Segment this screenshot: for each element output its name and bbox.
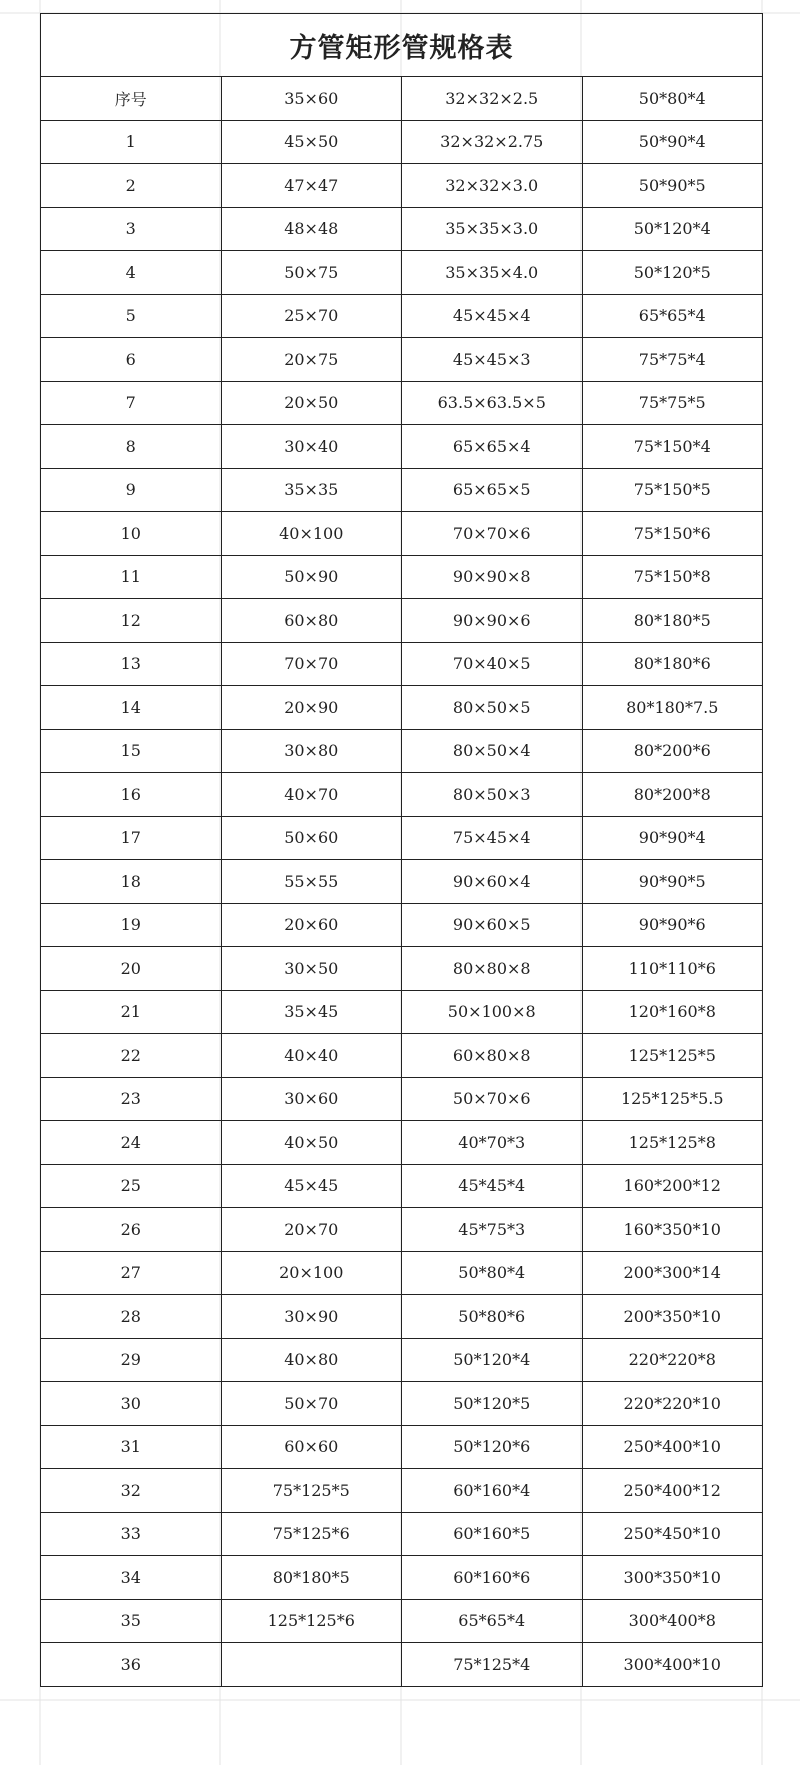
header-cell: 32×32×2.5 — [402, 77, 583, 121]
row-number-cell: 11 — [41, 555, 222, 599]
spec-cell: 30×80 — [221, 729, 402, 773]
row-number-cell: 30 — [41, 1382, 222, 1426]
table-row — [41, 1556, 763, 1600]
spec-cell: 50×90 — [221, 555, 402, 599]
row-number-cell: 15 — [41, 729, 222, 773]
spec-cell: 300*350*10 — [582, 1556, 763, 1600]
row-number-cell: 33 — [41, 1512, 222, 1556]
table-row — [41, 1512, 763, 1556]
row-number-cell: 9 — [41, 468, 222, 512]
row-number-cell: 5 — [41, 294, 222, 338]
row-number-cell: 36 — [41, 1643, 222, 1687]
table-row — [41, 1208, 763, 1252]
table-row — [41, 164, 763, 208]
row-number-cell: 20 — [41, 947, 222, 991]
table-row — [41, 207, 763, 251]
spec-cell: 40×80 — [221, 1338, 402, 1382]
row-number-cell: 1 — [41, 120, 222, 164]
spec-cell: 30×90 — [221, 1295, 402, 1339]
spec-cell: 30×50 — [221, 947, 402, 991]
table-row — [41, 468, 763, 512]
spec-cell: 30×40 — [221, 425, 402, 469]
spec-cell: 50*80*4 — [402, 1251, 583, 1295]
title-row — [41, 14, 763, 77]
spec-cell: 60×80 — [221, 599, 402, 643]
spec-cell: 125*125*6 — [221, 1599, 402, 1643]
row-number-cell: 13 — [41, 642, 222, 686]
spec-cell: 45×45 — [221, 1164, 402, 1208]
spec-cell: 60×80×8 — [402, 1034, 583, 1078]
table-row — [41, 1599, 763, 1643]
table-row — [41, 120, 763, 164]
row-number-cell: 17 — [41, 816, 222, 860]
spec-cell: 65*65*4 — [402, 1599, 583, 1643]
spec-cell: 220*220*10 — [582, 1382, 763, 1426]
table-row — [41, 1164, 763, 1208]
spec-cell: 45×45×3 — [402, 338, 583, 382]
row-number-cell: 3 — [41, 207, 222, 251]
spec-cell: 60*160*6 — [402, 1556, 583, 1600]
table-row — [41, 860, 763, 904]
table-row — [41, 1643, 763, 1687]
table-body — [41, 77, 763, 1687]
row-number-cell: 27 — [41, 1251, 222, 1295]
spec-cell: 50*80*6 — [402, 1295, 583, 1339]
spec-cell: 50*90*5 — [582, 164, 763, 208]
spec-cell: 75*150*5 — [582, 468, 763, 512]
spec-table — [40, 13, 763, 1687]
spec-cell: 50*120*5 — [582, 251, 763, 295]
spec-cell: 47×47 — [221, 164, 402, 208]
row-number-cell: 2 — [41, 164, 222, 208]
spec-cell: 80×80×8 — [402, 947, 583, 991]
spec-cell: 125*125*5.5 — [582, 1077, 763, 1121]
spec-cell: 35×35×4.0 — [402, 251, 583, 295]
row-number-cell: 31 — [41, 1425, 222, 1469]
table-title: 方管矩形管规格表 — [41, 14, 763, 77]
spec-cell: 80×50×3 — [402, 773, 583, 817]
spec-cell: 80×50×4 — [402, 729, 583, 773]
spec-cell: 70×70 — [221, 642, 402, 686]
spec-cell: 250*450*10 — [582, 1512, 763, 1556]
table-row — [41, 1469, 763, 1513]
table-row — [41, 773, 763, 817]
spec-cell: 35×35 — [221, 468, 402, 512]
spec-cell: 25×70 — [221, 294, 402, 338]
row-number-cell: 16 — [41, 773, 222, 817]
spec-cell: 40×70 — [221, 773, 402, 817]
header-cell: 50*80*4 — [582, 77, 763, 121]
row-number-cell: 7 — [41, 381, 222, 425]
spec-cell: 40*70*3 — [402, 1121, 583, 1165]
row-number-cell: 21 — [41, 990, 222, 1034]
spec-cell — [221, 1643, 402, 1687]
spec-cell: 45×45×4 — [402, 294, 583, 338]
spec-cell: 200*300*14 — [582, 1251, 763, 1295]
spec-cell: 45*75*3 — [402, 1208, 583, 1252]
table-row — [41, 686, 763, 730]
spec-cell: 75*150*4 — [582, 425, 763, 469]
spec-cell: 80*180*6 — [582, 642, 763, 686]
spec-cell: 75*75*4 — [582, 338, 763, 382]
spec-cell: 75×45×4 — [402, 816, 583, 860]
spec-cell: 40×100 — [221, 512, 402, 556]
spec-cell: 35×35×3.0 — [402, 207, 583, 251]
spec-cell: 75*125*6 — [221, 1512, 402, 1556]
spec-cell: 90*90*6 — [582, 903, 763, 947]
spec-cell: 90*90*4 — [582, 816, 763, 860]
spec-cell: 75*125*4 — [402, 1643, 583, 1687]
spec-cell: 70×70×6 — [402, 512, 583, 556]
table-row — [41, 512, 763, 556]
spec-cell: 60*160*5 — [402, 1512, 583, 1556]
spec-cell: 20×60 — [221, 903, 402, 947]
spec-cell: 35×45 — [221, 990, 402, 1034]
row-number-cell: 6 — [41, 338, 222, 382]
spec-cell: 50*120*6 — [402, 1425, 583, 1469]
spec-cell: 50*120*5 — [402, 1382, 583, 1426]
table-row — [41, 1251, 763, 1295]
spec-cell: 90×60×5 — [402, 903, 583, 947]
spec-cell: 160*200*12 — [582, 1164, 763, 1208]
table-row — [41, 1382, 763, 1426]
row-number-cell: 4 — [41, 251, 222, 295]
row-number-cell: 22 — [41, 1034, 222, 1078]
spec-cell: 48×48 — [221, 207, 402, 251]
spec-cell: 40×50 — [221, 1121, 402, 1165]
spec-cell: 50×75 — [221, 251, 402, 295]
spec-cell: 65*65*4 — [582, 294, 763, 338]
table-row — [41, 599, 763, 643]
spec-cell: 20×90 — [221, 686, 402, 730]
spec-cell: 75*150*6 — [582, 512, 763, 556]
spec-cell: 90×60×4 — [402, 860, 583, 904]
spec-cell: 50×100×8 — [402, 990, 583, 1034]
spec-cell: 50×60 — [221, 816, 402, 860]
row-number-cell: 14 — [41, 686, 222, 730]
spec-cell: 200*350*10 — [582, 1295, 763, 1339]
table-row — [41, 816, 763, 860]
row-number-cell: 28 — [41, 1295, 222, 1339]
spec-cell: 20×70 — [221, 1208, 402, 1252]
row-number-cell: 32 — [41, 1469, 222, 1513]
header-cell: 序号 — [41, 77, 222, 121]
table-row — [41, 947, 763, 991]
spec-cell: 75*75*5 — [582, 381, 763, 425]
table-row — [41, 729, 763, 773]
spec-cell: 50×70 — [221, 1382, 402, 1426]
spec-cell: 60*160*4 — [402, 1469, 583, 1513]
row-number-cell: 35 — [41, 1599, 222, 1643]
spec-cell: 110*110*6 — [582, 947, 763, 991]
spec-cell: 80×50×5 — [402, 686, 583, 730]
spec-cell: 70×40×5 — [402, 642, 583, 686]
spec-cell: 80*180*5 — [582, 599, 763, 643]
spec-cell: 32×32×2.75 — [402, 120, 583, 164]
spec-cell: 80*180*5 — [221, 1556, 402, 1600]
table-row — [41, 338, 763, 382]
table-row — [41, 251, 763, 295]
row-number-cell: 26 — [41, 1208, 222, 1252]
spec-cell: 80*200*8 — [582, 773, 763, 817]
spec-cell: 80*180*7.5 — [582, 686, 763, 730]
table-row — [41, 294, 763, 338]
spec-cell: 30×60 — [221, 1077, 402, 1121]
spec-cell: 65×65×5 — [402, 468, 583, 512]
table-row — [41, 1121, 763, 1165]
row-number-cell: 8 — [41, 425, 222, 469]
table-row — [41, 903, 763, 947]
table-row — [41, 1034, 763, 1078]
table-row — [41, 642, 763, 686]
header-cell: 35×60 — [221, 77, 402, 121]
spec-cell: 90*90*5 — [582, 860, 763, 904]
spec-cell: 120*160*8 — [582, 990, 763, 1034]
spec-cell: 50×70×6 — [402, 1077, 583, 1121]
row-number-cell: 18 — [41, 860, 222, 904]
spec-cell: 250*400*12 — [582, 1469, 763, 1513]
spec-cell: 250*400*10 — [582, 1425, 763, 1469]
spec-cell: 50*90*4 — [582, 120, 763, 164]
spec-cell: 65×65×4 — [402, 425, 583, 469]
spec-cell: 75*150*8 — [582, 555, 763, 599]
row-number-cell: 12 — [41, 599, 222, 643]
spec-cell: 55×55 — [221, 860, 402, 904]
row-number-cell: 24 — [41, 1121, 222, 1165]
row-number-cell: 29 — [41, 1338, 222, 1382]
spec-cell: 125*125*5 — [582, 1034, 763, 1078]
spec-cell: 300*400*8 — [582, 1599, 763, 1643]
spec-cell: 125*125*8 — [582, 1121, 763, 1165]
spec-cell: 80*200*6 — [582, 729, 763, 773]
table-row — [41, 990, 763, 1034]
table-row — [41, 1077, 763, 1121]
spec-cell: 32×32×3.0 — [402, 164, 583, 208]
spec-cell: 20×75 — [221, 338, 402, 382]
table-row — [41, 1295, 763, 1339]
table-row — [41, 1425, 763, 1469]
spec-cell: 20×100 — [221, 1251, 402, 1295]
spec-cell: 300*400*10 — [582, 1643, 763, 1687]
table-row — [41, 381, 763, 425]
spec-cell: 90×90×6 — [402, 599, 583, 643]
row-number-cell: 34 — [41, 1556, 222, 1600]
spec-cell: 63.5×63.5×5 — [402, 381, 583, 425]
table-row — [41, 1338, 763, 1382]
spec-cell: 160*350*10 — [582, 1208, 763, 1252]
row-number-cell: 10 — [41, 512, 222, 556]
spec-cell: 20×50 — [221, 381, 402, 425]
header-row — [41, 77, 763, 121]
spec-cell: 75*125*5 — [221, 1469, 402, 1513]
spec-cell: 45×50 — [221, 120, 402, 164]
spec-cell: 40×40 — [221, 1034, 402, 1078]
row-number-cell: 23 — [41, 1077, 222, 1121]
row-number-cell: 25 — [41, 1164, 222, 1208]
spec-cell: 50*120*4 — [402, 1338, 583, 1382]
row-number-cell: 19 — [41, 903, 222, 947]
spec-cell: 220*220*8 — [582, 1338, 763, 1382]
spec-cell: 90×90×8 — [402, 555, 583, 599]
table-row — [41, 425, 763, 469]
spec-cell: 60×60 — [221, 1425, 402, 1469]
table-row — [41, 555, 763, 599]
spec-cell: 45*45*4 — [402, 1164, 583, 1208]
spec-cell: 50*120*4 — [582, 207, 763, 251]
